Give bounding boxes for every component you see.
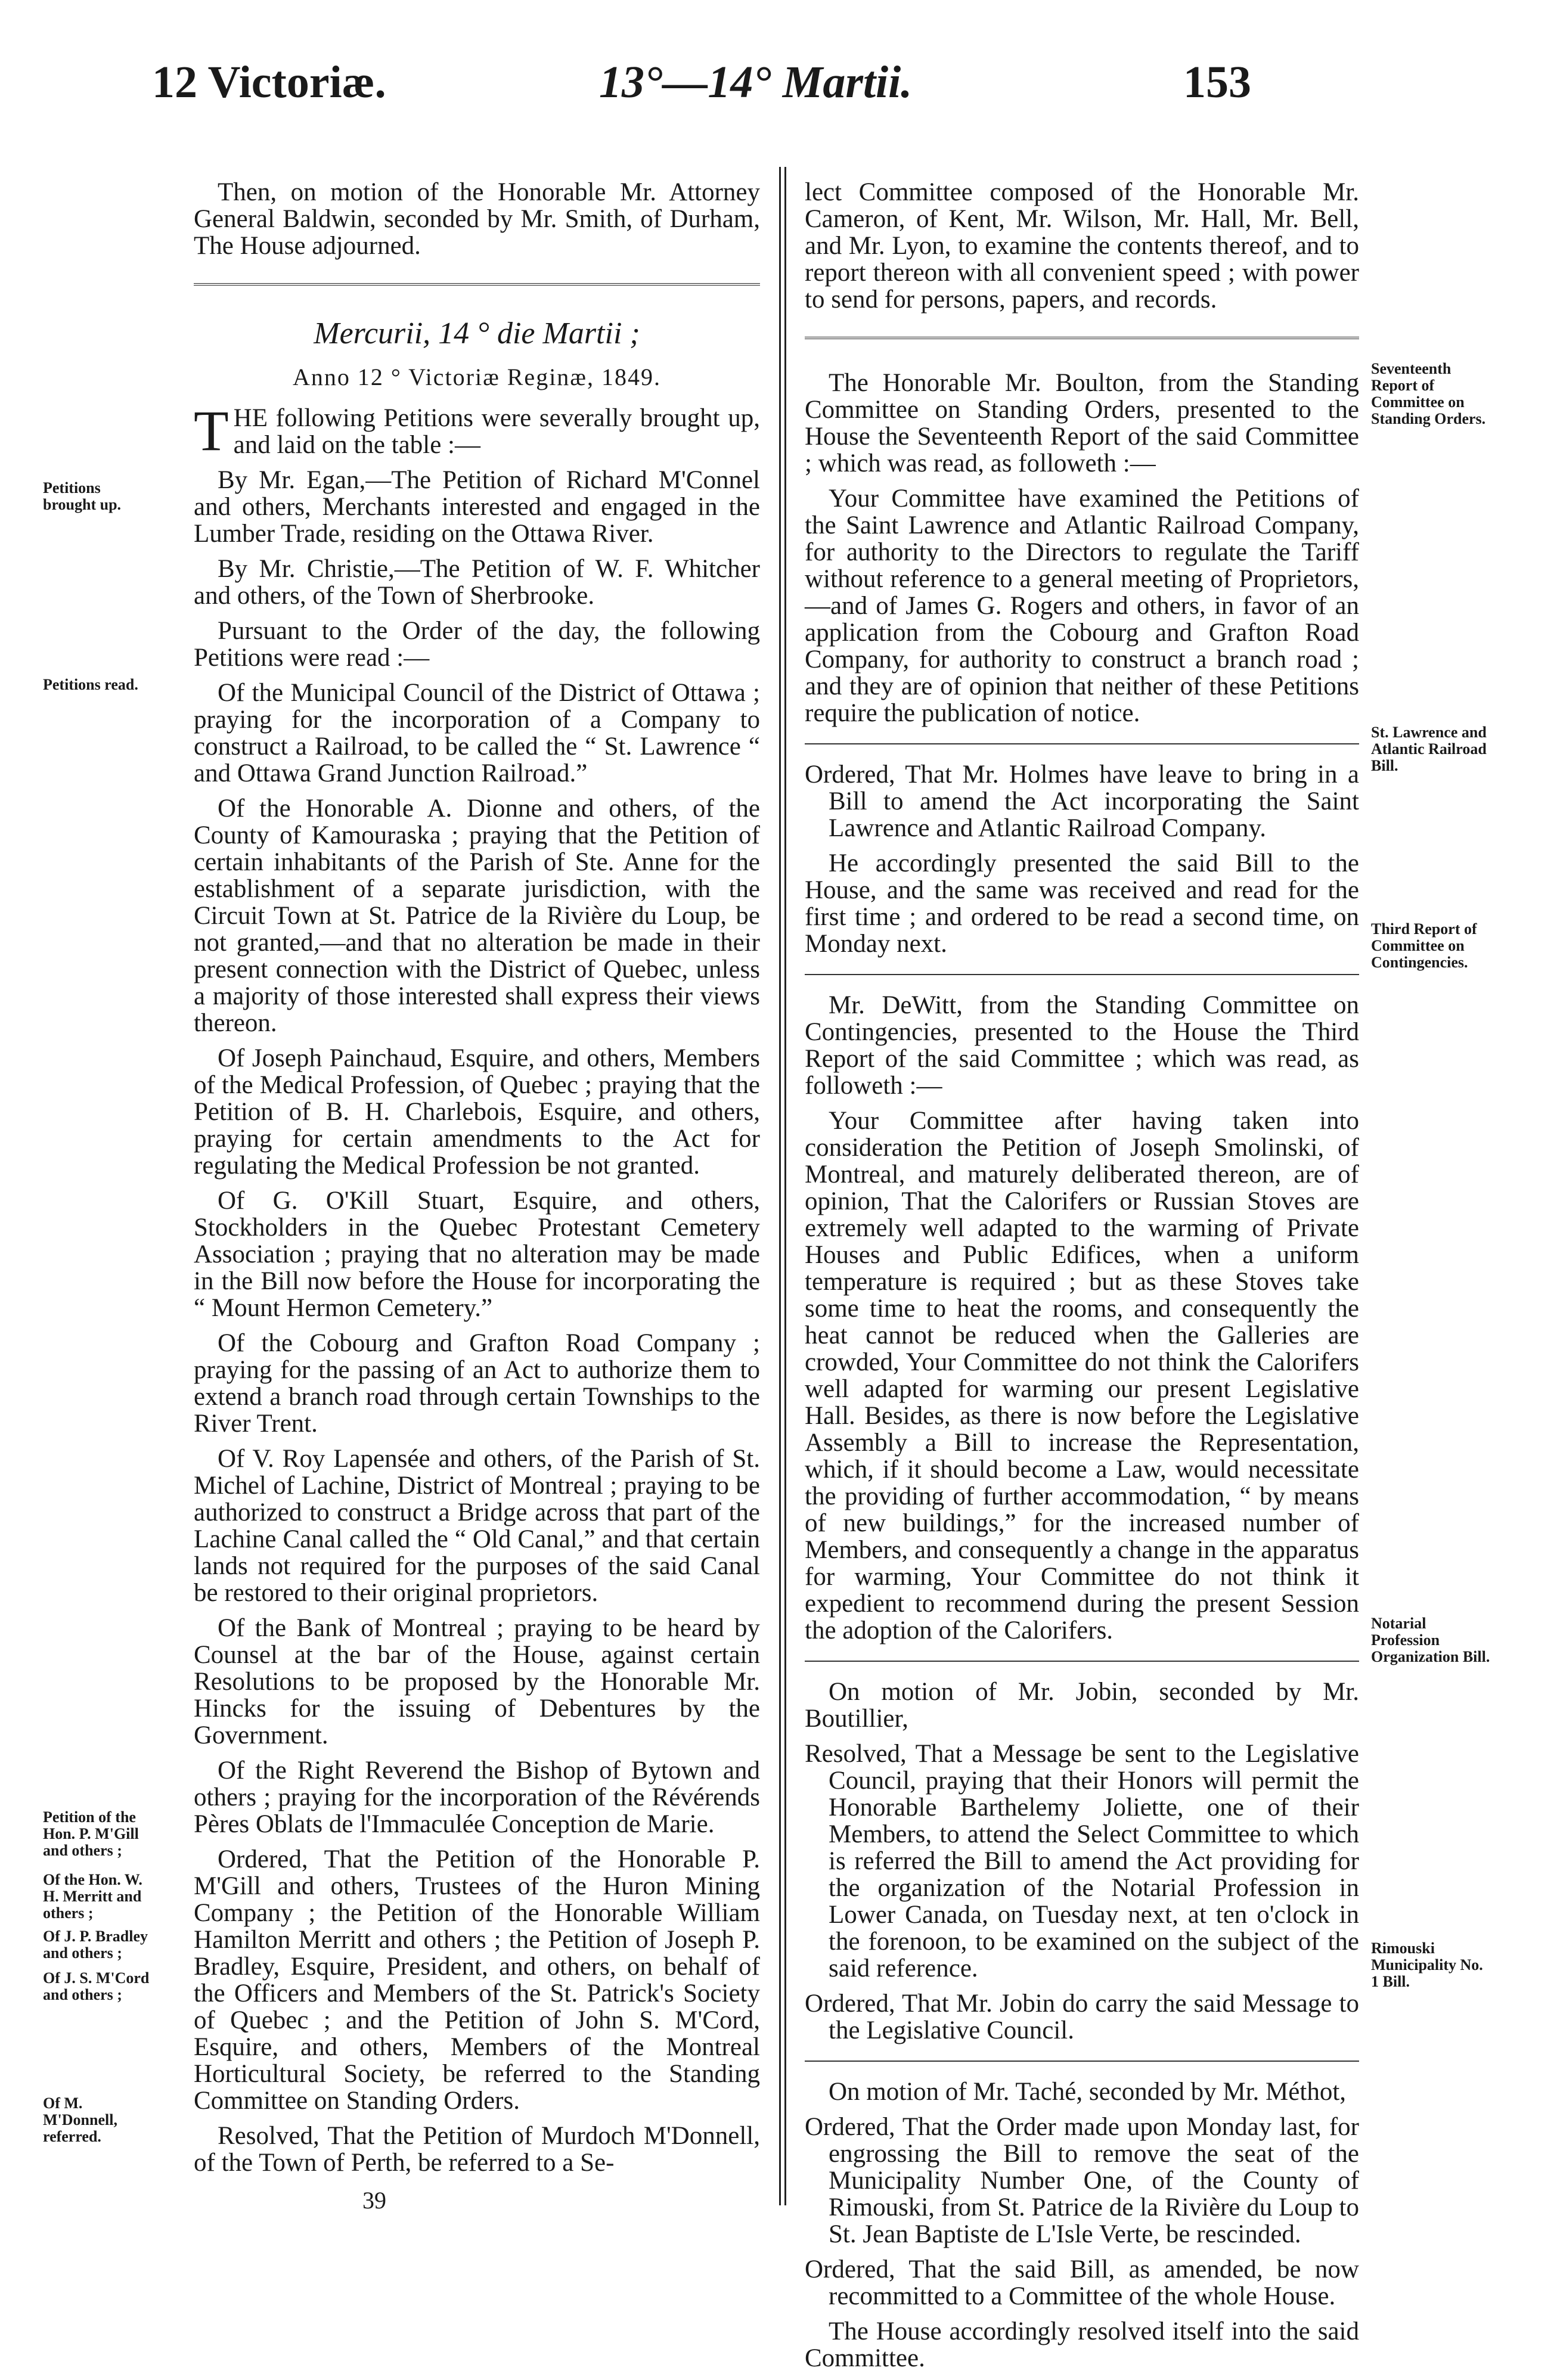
- paragraph: Of the Bank of Montreal ; praying to be heard by Counsel at the bar of the House, against certain Resolutions to be proposed by the Honorable Mr. Hincks for the issuing of Debentures by the Government.: [194, 1614, 760, 1749]
- petitions-intro: [194, 399, 760, 463]
- paragraph: He accordingly presented the said Bill to the House, and the same was received and read for the first time ; and ordered to be read a second time, on Monday next.: [805, 849, 1359, 958]
- paragraph: Your Committee have examined the Petitions of the Saint Lawrence and Atlantic Railroad Company, for authority to the Directors to regulate the Tariff without reference to a general meeting of Proprietors, —and of James G. Rogers and others, in favor of an application from the Cobourg and Grafton Road Company, for authority to construct a branch road ; and they are of opinion that neither of these Petitions require the publication of notice.: [805, 485, 1359, 727]
- header-page-number: 153: [1183, 57, 1251, 107]
- paragraph: The House accordingly resolved itself into the said Committee.: [805, 2317, 1359, 2372]
- petitions-intro-text: HE following Petitions were severally brought up, and laid on the table :—: [233, 404, 760, 459]
- adjournment-paragraph: Then, on motion of the Honorable Mr. Attorney General Baldwin, seconded by Mr. Smith, of Durham, The House adjourned.: [194, 178, 760, 260]
- left-column: [194, 179, 760, 2184]
- paragraph: Of the Cobourg and Grafton Road Company ; praying for the passing of an Act to authorize them to extend a branch road through certain Townships to the River Trent.: [194, 1329, 760, 1438]
- paragraph: Your Committee after having taken into consideration the Petition of Joseph Smolinski, of Montreal, and maturely deliberated thereon, are of opinion, That the Calorifers or Russian Stoves are extremely well adapted to the warming of Private Houses and Public Edifices, when a uniform temperature is required ; but as these Stoves take some time to heat the rooms, and consequently the heat cannot be reduced when the Galleries are crowded, Your Committee do not think the Calorifers well adapted for warming our present Legislative Hall. Besides, as there is now before the Legislative Assembly a Bill to increase the Representation, which, if it should become a Law, would necessitate the providing of further accommodation, “ by means of new buildings,” for the increased number of Members, and consequently a change in the apparatus for warming, Your Committee do not think it expedient to recommend during the present Session the adoption of the Calorifers.: [805, 1107, 1359, 1644]
- paragraph: Of Joseph Painchaud, Esquire, and others, Members of the Medical Profession, of Quebec ; praying that the Petition of B. H. Charlebois, Esquire, and others, praying for certain amendments to the Act for regulating the Medical Profession be not granted.: [194, 1044, 760, 1180]
- paragraph: By Mr. Egan,—The Petition of Richard M'Connel and others, Merchants interested and engaged in the Lumber Trade, residing on the Ottawa River.: [194, 466, 760, 548]
- margin-note-petitions-brought-up: Petitions brought up.: [43, 479, 122, 513]
- paragraph: Resolved, That a Message be sent to the Legislative Council, praying that their Honors will permit the Honorable Barthelemy Joliette, one of their Members, to attend the Select Committee to which is referred the Bill to amend the Act providing for the organization of the Notarial Profession in Lower Canada, on Tuesday next, at ten o'clock in the forenoon, to be examined on the subject of the said reference.: [805, 1740, 1359, 1982]
- paragraph: Mr. DeWitt, from the Standing Committee on Contingencies, presented to the House the Third Report of the said Committee ; which was read, as followeth :—: [805, 991, 1359, 1100]
- paragraph: On motion of Mr. Taché, seconded by Mr. Méthot,: [829, 2078, 1347, 2106]
- footer-signature-number: 39: [362, 2187, 386, 2214]
- paragraph: Of G. O'Kill Stuart, Esquire, and others, Stockholders in the Quebec Protestant Cemetery Association ; praying that no alteration may be made in the Bill now before the House for incorporating the “ Mount Hermon Cemetery.”: [194, 1187, 760, 1322]
- margin-note-rimouski-bill: Rimouski Municipality No. 1 Bill.: [1371, 1940, 1483, 1990]
- paragraph: On motion of Mr. Jobin, seconded by Mr. Boutillier,: [805, 1678, 1359, 1733]
- sitting-date: Mercurii, 14 ° die Martii ;: [314, 316, 640, 350]
- paragraph: Of the Honorable A. Dionne and others, of the County of Kamouraska ; praying that the Petition of certain inhabitants of the Parish of Ste. Anne for the establishment of a separate jurisdiction, with the Circuit Town at St. Patrice de la Rivière du Loup, be not granted,—and that no alteration be made in their present connection with the District of Quebec, unless a majority of those interested shall express their views thereon.: [194, 795, 760, 1037]
- margin-note-petitions-read: Petitions read.: [43, 676, 138, 693]
- section-separator: [805, 337, 1359, 343]
- paragraph: The Honorable Mr. Boulton, from the Standing Committee on Standing Orders, presented to the House the Seventeenth Report of the said Committee ; which was read, as followeth :—: [805, 369, 1359, 477]
- paragraph: Ordered, That the Order made upon Monday last, for engrossing the Bill to remove the seat of the Municipality Number One, of the County of Rimouski, from St. Patrice de la Rivière du Loup to St. Jean Baptiste de L'Isle Verte, be rescinded.: [805, 2113, 1359, 2248]
- margin-note-merritt: Of the Hon. W. H. Merritt and others ;: [43, 1871, 142, 1922]
- margin-note-mcord: Of J. S. M'Cord and others ;: [43, 1969, 150, 2003]
- header-left: 12 Victoriæ.: [152, 57, 386, 107]
- paragraph: By Mr. Christie,—The Petition of W. F. Whitcher and others, of the Town of Sherbrooke.: [194, 555, 760, 610]
- paragraph: Ordered, That Mr. Holmes have leave to bring in a Bill to amend the Act incorporating the Saint Lawrence and Atlantic Railroad Company.: [805, 761, 1359, 842]
- paragraph: Ordered, That Mr. Jobin do carry the said Message to the Legislative Council.: [805, 1990, 1359, 2044]
- margin-note-notarial-bill: Notarial Profession Organization Bill.: [1371, 1615, 1490, 1665]
- paragraph: Of V. Roy Lapensée and others, of the Parish of St. Michel of Lachine, District of Montreal ; praying to be authorized to construct a Bridge across that part of the Lachine Canal called the “ Old Canal,” and that certain lands not required for the purposes of the said Canal be restored to their original proprietors.: [194, 1445, 760, 1607]
- margin-note-st-lawrence-bill: St. Lawrence and Atlantic Railroad Bill.: [1371, 724, 1487, 774]
- margin-note-seventeenth-report: Seventeenth Report of Committee on Standing Orders.: [1371, 360, 1486, 427]
- paragraph: lect Committee composed of the Honorable Mr. Cameron, of Kent, Mr. Wilson, Mr. Hall, Mr. Bell, and Mr. Lyon, to examine the contents thereof, and to report thereon with all convenient speed ; with power to send for persons, papers, and records.: [805, 178, 1359, 314]
- regnal-year: Anno 12 ° Victoriæ Reginæ, 1849.: [293, 364, 661, 390]
- paragraph: Ordered, That the Petition of the Honorable P. M'Gill and others, Trustees of the Huron Mining Company ; the Petition of the Honorable William Hamilton Merritt and others ; the Petition of Joseph P. Bradley, Esquire, President, and others, on behalf of the Officers and Members of the St. Patrick's Society of Quebec ; and the Petition of John S. M'Cord, Esquire, and others, Members of the Montreal Horticultural Society, be referred to the Standing Committee on Standing Orders.: [194, 1845, 760, 2115]
- drop-cap: T: [194, 399, 229, 463]
- margin-note-bradley: Of J. P. Bradley and others ;: [43, 1928, 148, 1962]
- margin-note-mgill: Petition of the Hon. P. M'Gill and others ;: [43, 1808, 139, 1859]
- paragraph: Of the Municipal Council of the District of Ottawa ; praying for the incorporation of a Company to construct a Railroad, to be called the “ St. Lawrence “ and Ottawa Grand Junction Railroad.”: [194, 679, 760, 787]
- section-separator: [805, 974, 1359, 975]
- right-column: [805, 179, 1359, 2380]
- header-center: 13°—14° Martii.: [599, 57, 913, 107]
- page-header: [152, 57, 1344, 122]
- margin-note-mcdonnell: Of M. M'Donnell, referred.: [43, 2094, 117, 2145]
- section-separator: [194, 283, 760, 289]
- margin-note-third-report: Third Report of Committee on Contingencies.: [1371, 920, 1477, 971]
- column-divider: [779, 167, 786, 2205]
- paragraph: Ordered, That the said Bill, as amended, be now recommitted to a Committee of the whole House.: [805, 2255, 1359, 2310]
- section-separator: [805, 2061, 1359, 2062]
- paragraph: Of the Right Reverend the Bishop of Bytown and others ; praying for the incorporation of the Révérends Pères Oblats de l'Immaculée Conception de Marie.: [194, 1757, 760, 1838]
- paragraph: Resolved, That the Petition of Murdoch M'Donnell, of the Town of Perth, be referred to a Se-: [194, 2122, 760, 2177]
- paragraph: Pursuant to the Order of the day, the following Petitions were read :—: [194, 617, 760, 672]
- section-separator: [805, 743, 1359, 744]
- section-separator: [805, 1661, 1359, 1662]
